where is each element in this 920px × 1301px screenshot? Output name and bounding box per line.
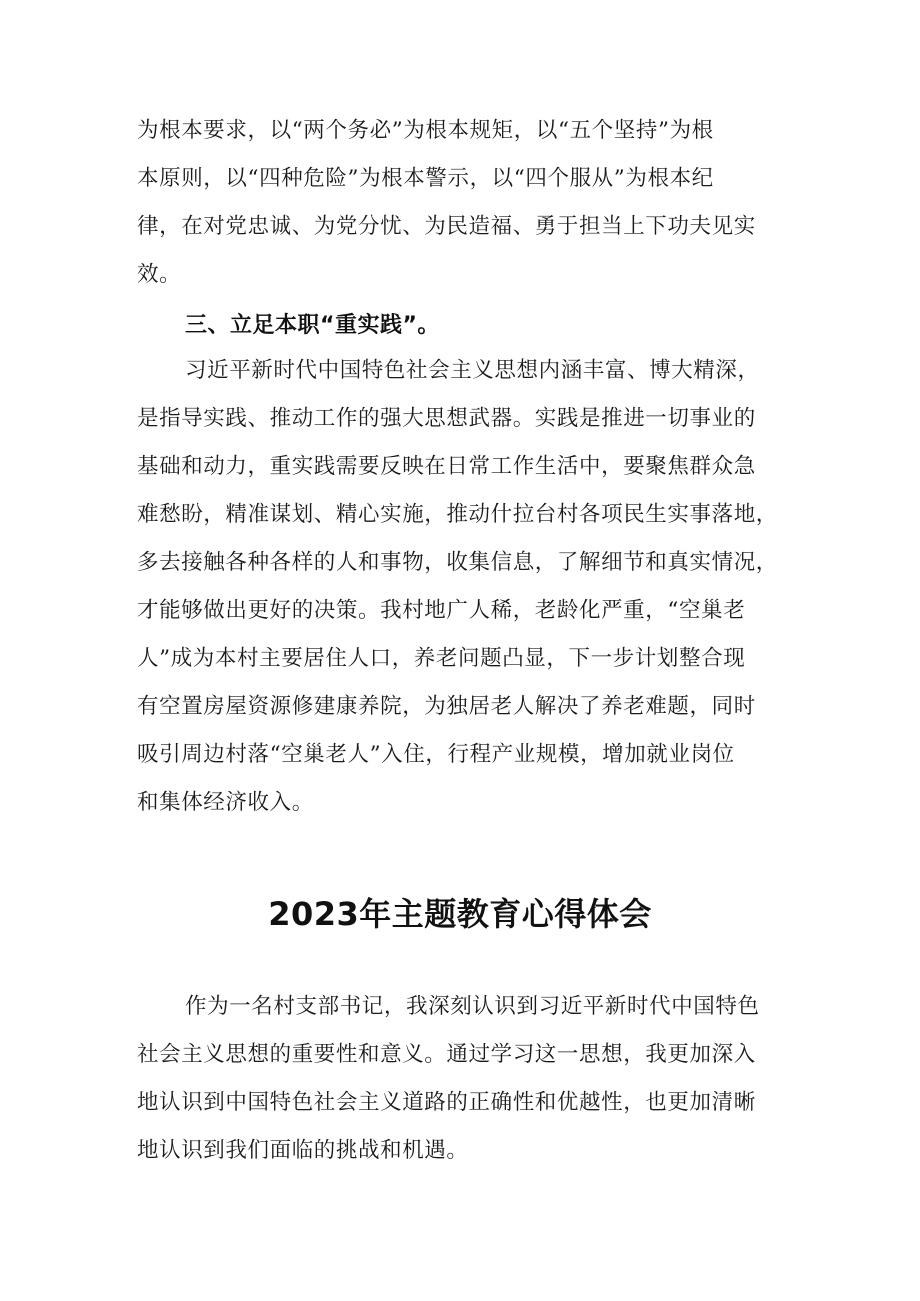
paragraph-line: 作为一名村支部书记，我深刻认识到习近平新时代中国特色	[185, 994, 760, 1019]
section-heading: 三、立足本职“重实践”。	[185, 313, 440, 338]
paragraph-line: 有空置房屋资源修建康养院，为独居老人解决了养老难题，同时	[137, 694, 756, 719]
paragraph-practice	[137, 347, 789, 827]
paragraph-line: 多去接触各种各样的人和事物，收集信息，了解细节和真实情况，	[137, 550, 778, 575]
paragraph-line: 为根本要求，以“两个务必”为根本规矩，以“五个坚持”为根	[137, 118, 714, 143]
paragraph-line: 地认识到中国特色社会主义道路的正确性和优越性，也更加清晰	[137, 1090, 756, 1115]
paragraph-line: 本原则，以“四种危险”为根本警示，以“四个服从”为根本纪	[137, 166, 714, 191]
paragraph-line: 是指导实践、推动工作的强大思想武器。实践是推进一切事业的	[137, 406, 756, 431]
document-title: 2023年主题教育心得体会	[268, 895, 652, 933]
paragraph-line: 习近平新时代中国特色社会主义思想内涵丰富、博大精深，	[185, 358, 760, 383]
paragraph-line: 人”成为本村主要居住人口，养老问题凸显，下一步计划整合现	[137, 646, 746, 671]
paragraph-line: 社会主义思想的重要性和意义。通过学习这一思想，我更加深入	[137, 1042, 756, 1067]
paragraph-line: 才能够做出更好的决策。我村地广人稀，老龄化严重，“空巢老	[137, 598, 746, 623]
paragraph-line: 吸引周边村落“空巢老人”入住，行程产业规模，增加就业岗位	[137, 742, 735, 767]
paragraph-line: 难愁盼，精准谋划、精心实施，推动什拉台村各项民生实事落地，	[137, 502, 778, 527]
paragraph-continued	[137, 107, 789, 299]
paragraph-line: 效。	[137, 262, 182, 287]
paragraph-line: 律，在对党忠诚、为党分忧、为民造福、勇于担当上下功夫见实	[137, 214, 756, 239]
paragraph-line: 和集体经济收入。	[137, 790, 314, 815]
paragraph-line: 地认识到我们面临的挑战和机遇。	[137, 1138, 469, 1163]
paragraph-intro	[137, 983, 789, 1175]
paragraph-line: 基础和动力，重实践需要反映在日常工作生活中，要聚焦群众急	[137, 454, 756, 479]
